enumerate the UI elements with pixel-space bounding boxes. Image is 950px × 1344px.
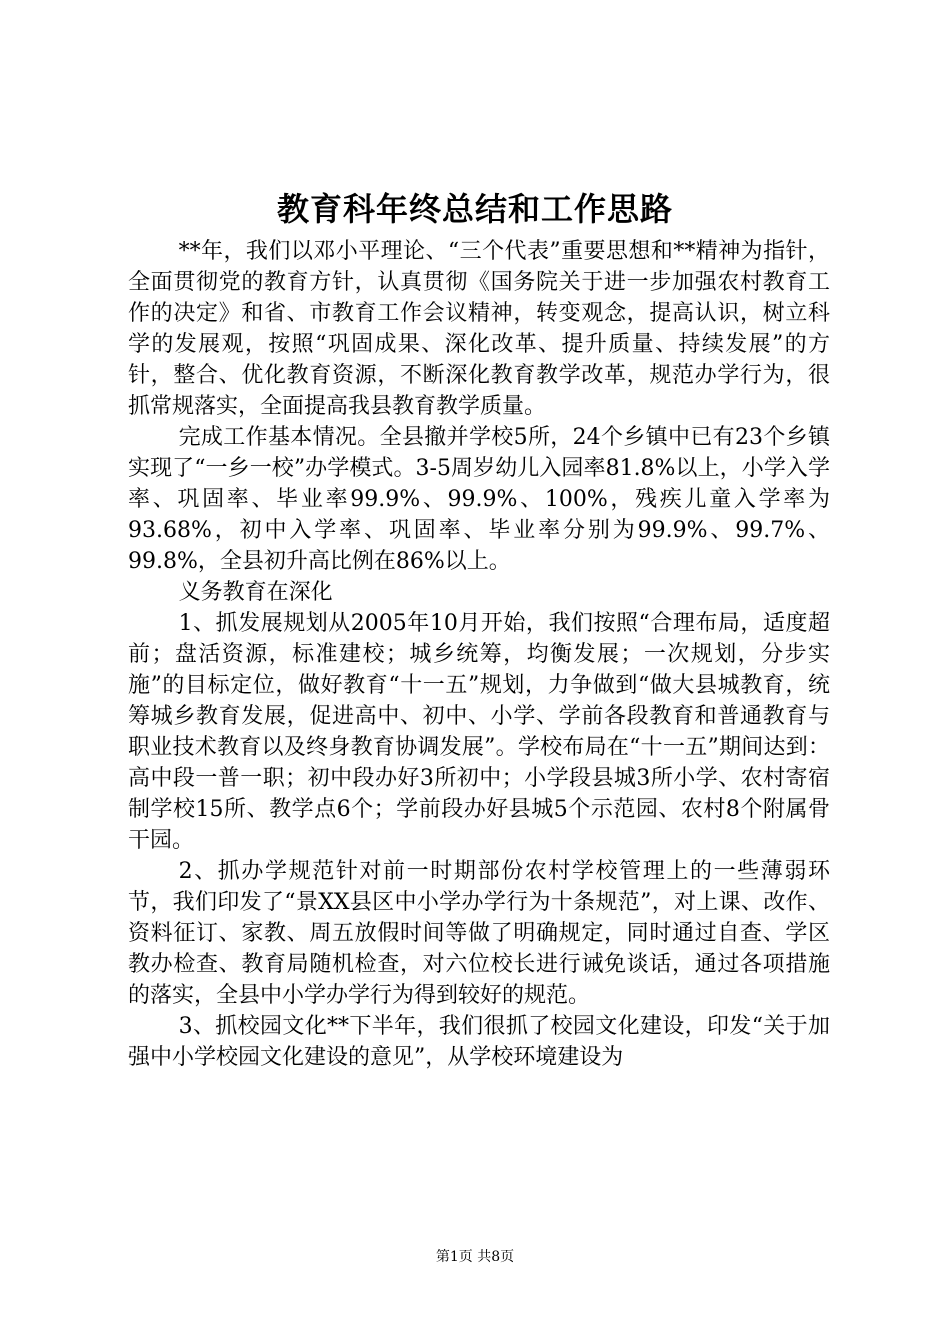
page-number: 第1页 共8页 [435,1249,515,1265]
paragraph-summary: 完成工作基本情况。全县撤并学校5所，24个乡镇中已有23个乡镇实现了“一乡一校”办学模式。3-5周岁幼儿入园率81.8%以上，小学入学率、巩固率、毕业率99.9%、99.9%、100%，残疾儿童入学率为93.68%，初中入学率、巩固率、毕业率分别为99.9%、99.7%、99.8%，全县初升高比例在86%以上。 [128,425,830,574]
paragraph-item-2: 2、抓办学规范针对前一时期部份农村学校管理上的一些薄弱环节，我们印发了“景XX县区中小学办学行为十条规范”，对上课、改作、资料征订、家教、周五放假时间等做了明确规定，同时通过自查、学区教办检查、教育局随机检查，对六位校长进行诫免谈话，通过各项措施的落实，全县中小学办学行为得到较好的规范。 [128,859,830,1008]
section-heading: 义务教育在深化 [178,580,333,605]
paragraph-item-3: 3、抓校园文化**下半年，我们很抓了校园文化建设，印发“关于加强中小学校园文化建设的意见”，从学校环境建设为 [128,1014,830,1070]
document-body [128,236,830,1073]
paragraph-intro: **年，我们以邓小平理论、“三个代表”重要思想和**精神为指针，全面贯彻党的教育方针，认真贯彻《国务院关于进一步加强农村教育工作的决定》和省、市教育工作会议精神，转变观念，提高认识，树立科学的发展观，按照“巩固成果、深化改革、提升质量、持续发展”的方针，整合、优化教育资源，不断深化教育教学改革，规范办学行为，很抓常规落实，全面提高我县教育教学质量。 [128,239,830,419]
paragraph-item-1: 1、抓发展规划从2005年10月开始，我们按照“合理布局，适度超前；盘活资源，标准建校；城乡统筹，均衡发展；一次规划，分步实施”的目标定位，做好教育“十一五”规划，力争做到“做大县城教育，统筹城乡教育发展，促进高中、初中、小学、学前各段教育和普通教育与职业技术教育以及终身教育协调发展”。学校布局在“十一五”期间达到：高中段一普一职；初中段办好3所初中；小学段县城3所小学、农村寄宿制学校15所、教学点6个；学前段办好县城5个示范园、农村8个附属骨干园。 [128,611,830,853]
document-title: 教育科年终总结和工作思路 [276,190,673,228]
